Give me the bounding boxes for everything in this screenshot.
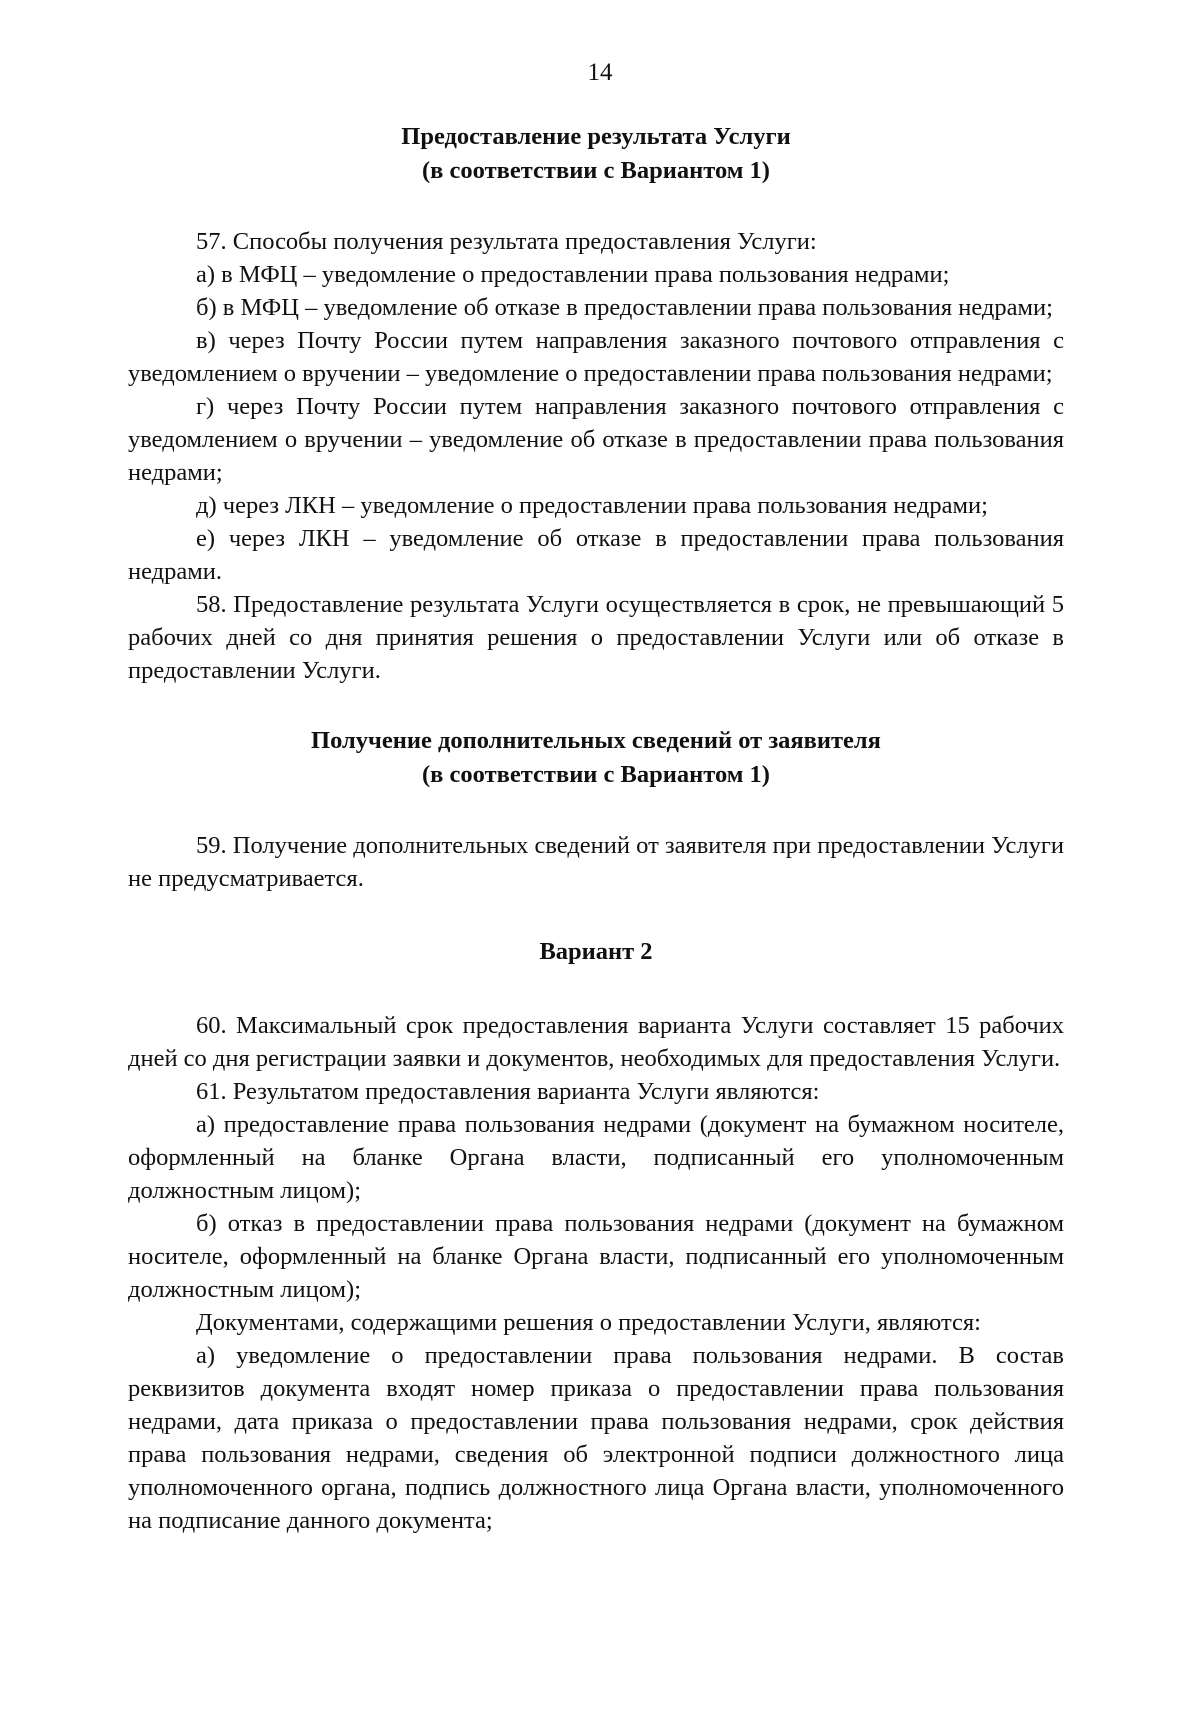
section-heading-result bbox=[128, 120, 1064, 188]
paragraph: б) отказ в предоставлении права пользования недрами (документ на бумажном носителе, оформленный на бланке Органа власти, подписанный его уполномоченным должностным лицом); bbox=[128, 1210, 1064, 1303]
section-heading-line: Получение дополнительных сведений от заявителя bbox=[311, 727, 881, 754]
paragraph: 58. Предоставление результата Услуги осуществляется в срок, не превышающий 5 рабочих дней со дня принятия решения о предоставлении Услуги или об отказе в предоставлении Услуги. bbox=[128, 591, 1064, 684]
paragraph: 59. Получение дополнительных сведений от заявителя при предоставлении Услуги не предусматривается. bbox=[128, 832, 1064, 892]
paragraph: 57. Способы получения результата предоставления Услуги: bbox=[196, 228, 817, 255]
section-body-result bbox=[128, 225, 1064, 687]
paragraph: е) через ЛКН – уведомление об отказе в предоставлении права пользования недрами. bbox=[128, 525, 1064, 585]
paragraph: 60. Максимальный срок предоставления варианта Услуги составляет 15 рабочих дней со дня регистрации заявки и документов, необходимых для предоставления Услуги. bbox=[128, 1012, 1064, 1072]
paragraph: Документами, содержащими решения о предоставлении Услуги, являются: bbox=[196, 1309, 981, 1336]
section-body-additional-info bbox=[128, 829, 1064, 895]
paragraph: 61. Результатом предоставления варианта Услуги являются: bbox=[196, 1078, 820, 1105]
paragraph: б) в МФЦ – уведомление об отказе в предоставлении права пользования недрами; bbox=[196, 294, 1053, 321]
section-heading-additional-info bbox=[128, 724, 1064, 792]
paragraph: д) через ЛКН – уведомление о предоставлении права пользования недрами; bbox=[196, 492, 988, 519]
paragraph: г) через Почту России путем направления заказного почтового отправления с уведомлением о вручении – уведомление об отказе в предоставлении права пользования недрами; bbox=[128, 393, 1064, 486]
section-heading-variant-2 bbox=[128, 935, 1064, 969]
paragraph: а) предоставление права пользования недрами (документ на бумажном носителе, оформленный на бланке Органа власти, подписанный его уполномоченным должностным лицом); bbox=[128, 1111, 1064, 1204]
section-heading-line: Вариант 2 bbox=[539, 938, 653, 965]
section-heading-line: (в соответствии с Вариантом 1) bbox=[422, 157, 770, 184]
section-body-variant-2 bbox=[128, 1009, 1064, 1537]
paragraph: а) в МФЦ – уведомление о предоставлении права пользования недрами; bbox=[196, 261, 950, 288]
document-body bbox=[128, 120, 1064, 1537]
page-number: 14 bbox=[587, 59, 613, 86]
section-heading-line: Предоставление результата Услуги bbox=[401, 123, 791, 150]
paragraph: в) через Почту России путем направления заказного почтового отправления с уведомлением о вручении – уведомление о предоставлении права пользования недрами; bbox=[128, 327, 1064, 387]
section-heading-line: (в соответствии с Вариантом 1) bbox=[422, 761, 770, 788]
paragraph: а) уведомление о предоставлении права пользования недрами. В состав реквизитов документа входят номер приказа о предоставлении права пользования недрами, дата приказа о предоставлении права пользования недрами, срок действия права пользования недрами, сведения об электронной подписи должностного лица уполномоченного органа, подпись должностного лица Органа власти, уполномоченного на подписание данного документа; bbox=[128, 1342, 1064, 1534]
